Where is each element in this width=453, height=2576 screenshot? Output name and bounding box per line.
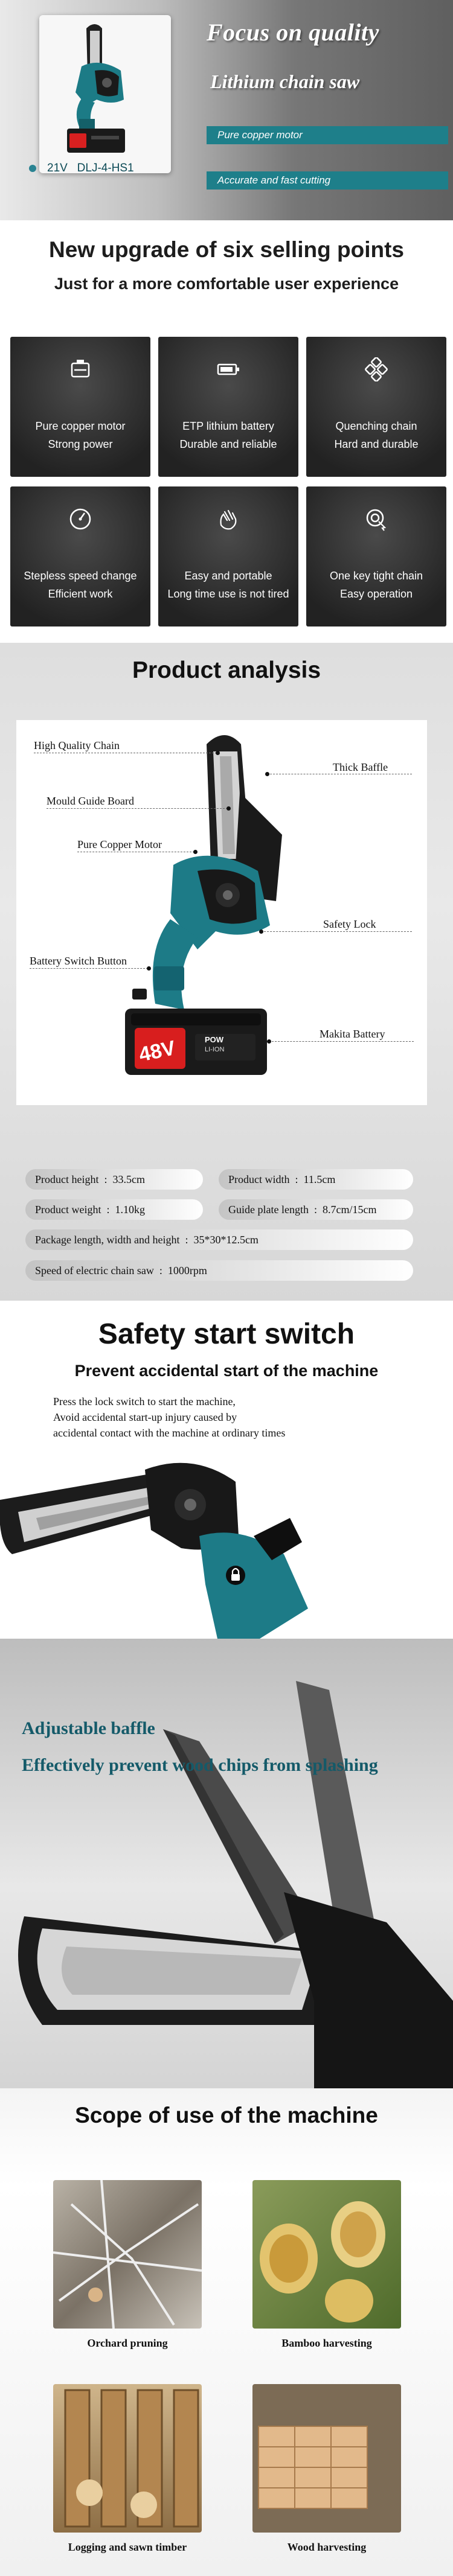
voltage-model-label [29, 162, 134, 175]
leader-dot [265, 772, 269, 776]
safety-text-line: Press the lock switch to start the machine, [53, 1395, 236, 1408]
feature-pill-cutting: Accurate and fast cutting [207, 171, 448, 190]
label-mould-guide-board: Mould Guide Board [47, 795, 134, 807]
leader-dot [259, 929, 263, 934]
motor-icon [68, 357, 92, 381]
hero-title: Focus on quality [207, 19, 379, 46]
chainsaw-product-image [39, 15, 171, 160]
analysis-title: Product analysis [132, 657, 321, 683]
feature-desc: Easy operation [339, 588, 413, 600]
battery-type-text: LI-ION [205, 1046, 225, 1053]
safety-switch-image [0, 1446, 453, 1639]
leader-line [269, 1041, 414, 1042]
hero-subtitle: Lithium chain saw [210, 71, 360, 92]
leader-line [30, 968, 148, 969]
speedometer-icon [68, 507, 92, 531]
logging-timber-caption: Logging and sawn timber [68, 2541, 187, 2553]
safety-switch-section [0, 1301, 453, 1639]
feature-title: Easy and portable [184, 570, 272, 582]
label-makita-battery: Makita Battery [320, 1028, 385, 1040]
chain-icon [364, 357, 388, 381]
feature-title: Stepless speed change [24, 570, 137, 582]
label-pure-copper-motor: Pure Copper Motor [77, 838, 162, 850]
spec-chain-speed: Speed of electric chain saw : 1000rpm [25, 1260, 413, 1281]
scope-of-use-section [0, 2088, 453, 2576]
safety-title: Safety start switch [98, 1318, 355, 1350]
selling-points-subtitle: Just for a more comfortable user experience [54, 275, 399, 293]
battery-icon [216, 357, 240, 381]
hero-banner [0, 0, 453, 220]
safety-text-line: accidental contact with the machine at ordinary times [53, 1427, 286, 1439]
orchard-pruning-photo [53, 2180, 202, 2329]
spec-product-width: Product width : 11.5cm [219, 1169, 413, 1190]
leader-line [47, 808, 228, 809]
product-card [39, 15, 171, 173]
label-battery-switch-button: Battery Switch Button [30, 955, 127, 967]
battery-voltage-badge: 48V [137, 1036, 178, 1066]
feature-desc: Long time use is not tired [167, 588, 289, 600]
battery-brand-text: POW [205, 1035, 224, 1044]
bamboo-harvesting-caption: Bamboo harvesting [281, 2337, 372, 2349]
selling-points-title: New upgrade of six selling points [49, 237, 404, 262]
feature-card-motor [10, 337, 150, 477]
model-text: DLJ-4-HS1 [77, 162, 134, 174]
baffle-subtitle: Effectively prevent wood chips from splashing [22, 1755, 378, 1775]
orchard-pruning-caption: Orchard pruning [87, 2337, 168, 2349]
hand-icon [216, 507, 240, 531]
spec-package-size: Package length, width and height : 35*30*12.5cm [25, 1229, 413, 1250]
leader-dot [267, 1039, 271, 1044]
feature-title: ETP lithium battery [182, 420, 274, 432]
feature-desc: Strong power [48, 438, 113, 450]
leader-dot [193, 850, 198, 854]
adjustable-baffle-section [0, 1639, 453, 2088]
baffle-image [0, 1639, 453, 2088]
leader-dot [216, 751, 220, 755]
feature-desc: Hard and durable [334, 438, 419, 450]
voltage-text: 21V [47, 162, 68, 174]
label-safety-lock: Safety Lock [323, 918, 376, 930]
feature-card-chain-tight [306, 486, 446, 626]
wood-harvesting-photo [252, 2384, 401, 2533]
selling-points-section [0, 220, 453, 643]
safety-text-line: Avoid accidental start-up injury caused by [53, 1411, 237, 1423]
teal-dot-icon [29, 165, 36, 172]
safety-subtitle: Prevent accidental start of the machine [74, 1362, 379, 1380]
logging-timber-photo [53, 2384, 202, 2533]
feature-title: Pure copper motor [35, 420, 126, 432]
feature-title: One key tight chain [329, 570, 423, 582]
feature-card-chain [306, 337, 446, 477]
analysis-diagram [16, 720, 427, 1105]
feature-card-speed [10, 486, 150, 626]
leader-line [261, 931, 412, 932]
lock-touch-icon [364, 507, 388, 531]
feature-desc: Durable and reliable [179, 438, 277, 450]
label-thick-baffle: Thick Baffle [333, 761, 388, 773]
feature-pill-motor: Pure copper motor [207, 126, 448, 144]
feature-title: Quenching chain [335, 420, 417, 432]
spec-guide-plate-length: Guide plate length : 8.7cm/15cm [219, 1199, 413, 1220]
feature-card-battery [158, 337, 298, 477]
label-high-quality-chain: High Quality Chain [34, 739, 120, 751]
scope-title: Scope of use of the machine [75, 2103, 378, 2128]
feature-card-portable [158, 486, 298, 626]
leader-dot [147, 966, 151, 971]
spec-product-weight: Product weight : 1.10kg [25, 1199, 203, 1220]
feature-desc: Efficient work [48, 588, 113, 600]
spec-product-height: Product height : 33.5cm [25, 1169, 203, 1190]
leader-dot [226, 806, 231, 811]
baffle-title: Adjustable baffle [22, 1718, 155, 1738]
product-analysis-section [0, 643, 453, 1301]
bamboo-harvesting-photo [252, 2180, 401, 2329]
wood-harvesting-caption: Wood harvesting [287, 2541, 367, 2553]
